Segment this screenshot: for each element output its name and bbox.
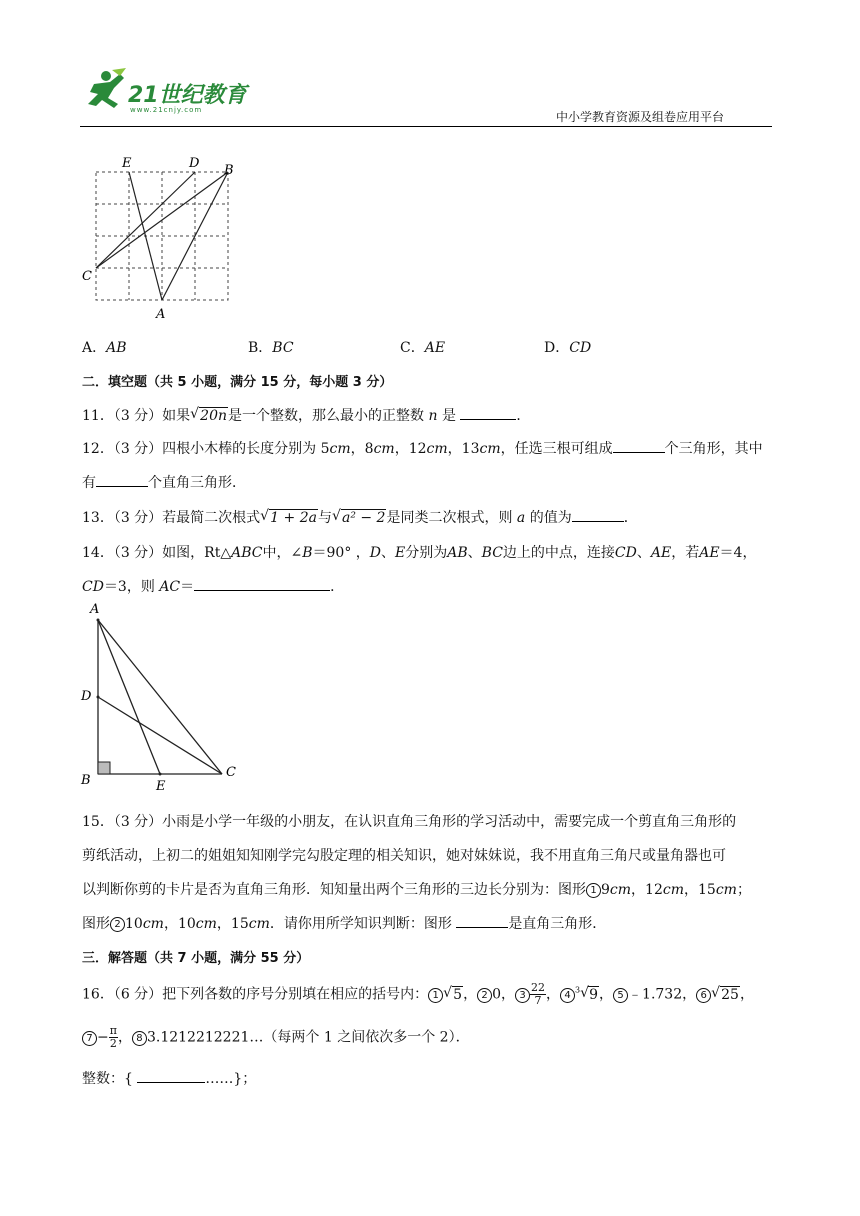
- section-3-title: 三．解答题（共 7 小题，满分 55 分）: [82, 951, 310, 966]
- question-13: 13．（3 分）若最简二次根式 √ 1 + 2a与 √ a² − 2是同类二次根式，则 a 的值为 ．: [82, 508, 638, 526]
- answer-blank-13[interactable]: [572, 507, 624, 522]
- label-B2: B: [81, 773, 91, 788]
- question-16-line2: 7 − $\frac{\pi}{2}$ ， 8 3.1212212221…（每两个 1 之间依次多一个 2）．: [82, 1025, 470, 1050]
- section-2-title: 二．填空题（共 5 小题，满分 15 分，每小题 3 分）: [82, 375, 393, 390]
- logo-text: 21世纪教育: [128, 83, 247, 108]
- question-15-line3: 以判断你剪的卡片是否为直角三角形．知知量出两个三角形的三边长分别为：图形 1 9cm，12cm，15cm；: [82, 882, 751, 898]
- label-E2: E: [156, 779, 166, 792]
- label-D: D: [189, 156, 200, 171]
- answer-blank-11[interactable]: [460, 405, 516, 420]
- answer-blank-14[interactable]: [194, 576, 330, 591]
- label-A2: A: [90, 602, 100, 617]
- label-C: C: [82, 269, 92, 284]
- question-15-line2: 剪纸活动，上初二的姐姐知知刚学完勾股定理的相关知识，她对妹妹说，我不用直角三角尺或量角器也可: [82, 848, 726, 864]
- question-14-line1: 14．（3 分）如图，Rt△ABC中，∠B＝90° ，D、E分别为AB、BC边上的中点，连接CD、AE，若AE＝4，: [82, 545, 757, 561]
- answer-blank-15[interactable]: [456, 913, 508, 928]
- label-B: B: [224, 163, 234, 178]
- header-rule: [80, 126, 772, 127]
- question-12-line2: 有 个直角三角形．: [82, 472, 246, 492]
- label-A: A: [156, 307, 166, 322]
- label-C2: C: [226, 765, 236, 780]
- platform-name: 中小学教育资源及组卷应用平台: [556, 110, 725, 124]
- question-15-line1: 15．（3 分）小雨是小学一年级的小朋友，在认识直角三角形的学习活动中，需要完成一个剪直角三角形的: [82, 814, 737, 830]
- question-16-integers: 整数：{ ……}；: [82, 1068, 256, 1088]
- header-logo: [80, 68, 260, 118]
- runner-logo-icon: [80, 68, 130, 110]
- label-D2: D: [81, 689, 92, 704]
- answer-blank-16-integers[interactable]: [137, 1068, 205, 1083]
- question-15-line4: 图形 2 10cm，10cm，15cm．请你用所学知识判断：图形 是直角三角形．: [82, 913, 606, 933]
- question-14-line2: CD＝3，则 AC＝ ．: [82, 576, 344, 596]
- figure-right-triangle: [78, 600, 248, 792]
- question-12-line1: 12．（3 分）四根小木棒的长度分别为 5cm，8cm，12cm，13cm，任选三根可组成 个三角形，其中: [82, 438, 763, 458]
- option-c: C．AE: [400, 340, 446, 356]
- logo-url: www.21cnjy.com: [130, 106, 203, 114]
- answer-blank-12b[interactable]: [96, 472, 148, 487]
- option-b: B．BC: [248, 340, 294, 356]
- option-d: D．CD: [544, 340, 592, 356]
- question-11: 11．（3 分）如果 √ 20n是一个整数，那么最小的正整数 n 是 ．: [82, 406, 531, 424]
- question-16-line1: 16．（6 分）把下列各数的序号分别填在相应的括号内： 1 √ 5， 2 0， 3 $\frac{22}{7}$ ， 4 $^3$ √ 9， 5 ﹣1.732， 6 √ 25，: [82, 981, 754, 1007]
- label-E: E: [122, 156, 132, 171]
- sqrt-20n: √ 20n: [190, 406, 228, 424]
- figure-grid-diagram: [78, 152, 248, 322]
- answer-blank-12a[interactable]: [613, 438, 665, 453]
- option-a: A．AB: [82, 340, 127, 356]
